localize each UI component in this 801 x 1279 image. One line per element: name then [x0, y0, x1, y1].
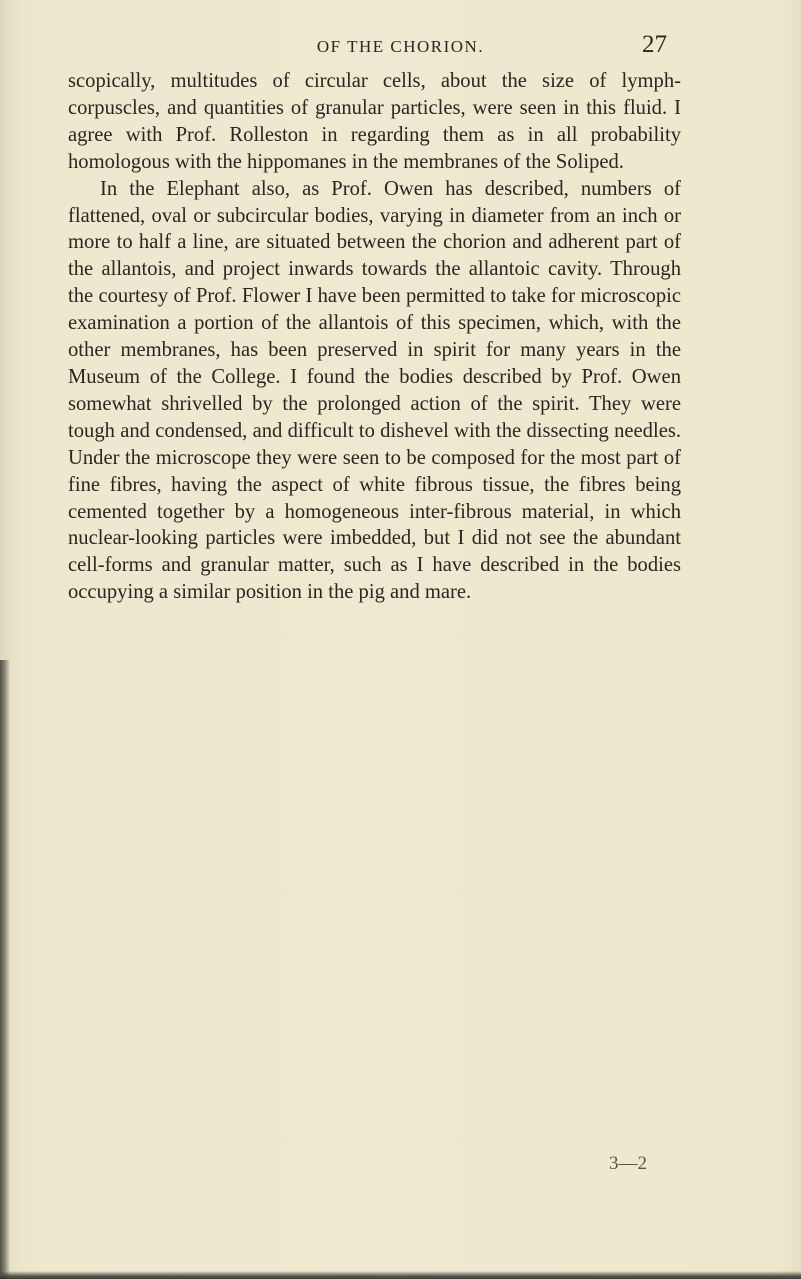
page-number: 27 — [642, 31, 667, 58]
signature-mark: 3—2 — [609, 1153, 647, 1174]
running-title: OF THE CHORION. — [316, 37, 485, 56]
body-text — [68, 68, 681, 606]
paragraph-1: scopically, multitudes of circular cells, about the size of lymph-corpuscles, and quantities of granular particles, were seen in this fluid. I agree with Prof. Rolleston in regarding them as in all probability homologous with the hippomanes in the membranes of the Soliped. — [68, 70, 681, 173]
page-bottom-edge — [0, 1271, 801, 1279]
running-head — [0, 32, 801, 62]
binding-shadow — [0, 660, 10, 1279]
paragraph-2: In the Elephant also, as Prof. Owen has described, numbers of flattened, oval or subcircular bodies, varying in diameter from an inch or more to half a line, are situated between the chorion and adherent part of the allantois, and project inwards towards the allantoic cavity. Through the courtesy of Prof. Flower I have been permitted to take for microscopic examination a portion of the allantois of this specimen, which, with the other membranes, has been preserved in spirit for many years in the Museum of the College. I found the bodies described by Prof. Owen somewhat shrivelled by the prolonged action of the spirit. They were tough and condensed, and difficult to dishevel with the dissecting needles. Under the microscope they were seen to be composed for the most part of fine fibres, having the aspect of white fibrous tissue, the fibres being cemented together by a homogeneous inter-fibrous material, in which nuclear-looking particles were imbedded, but I did not see the abundant cell-forms and granular matter, such as I have described in the bodies occupying a similar position in the pig and mare. — [68, 177, 681, 604]
